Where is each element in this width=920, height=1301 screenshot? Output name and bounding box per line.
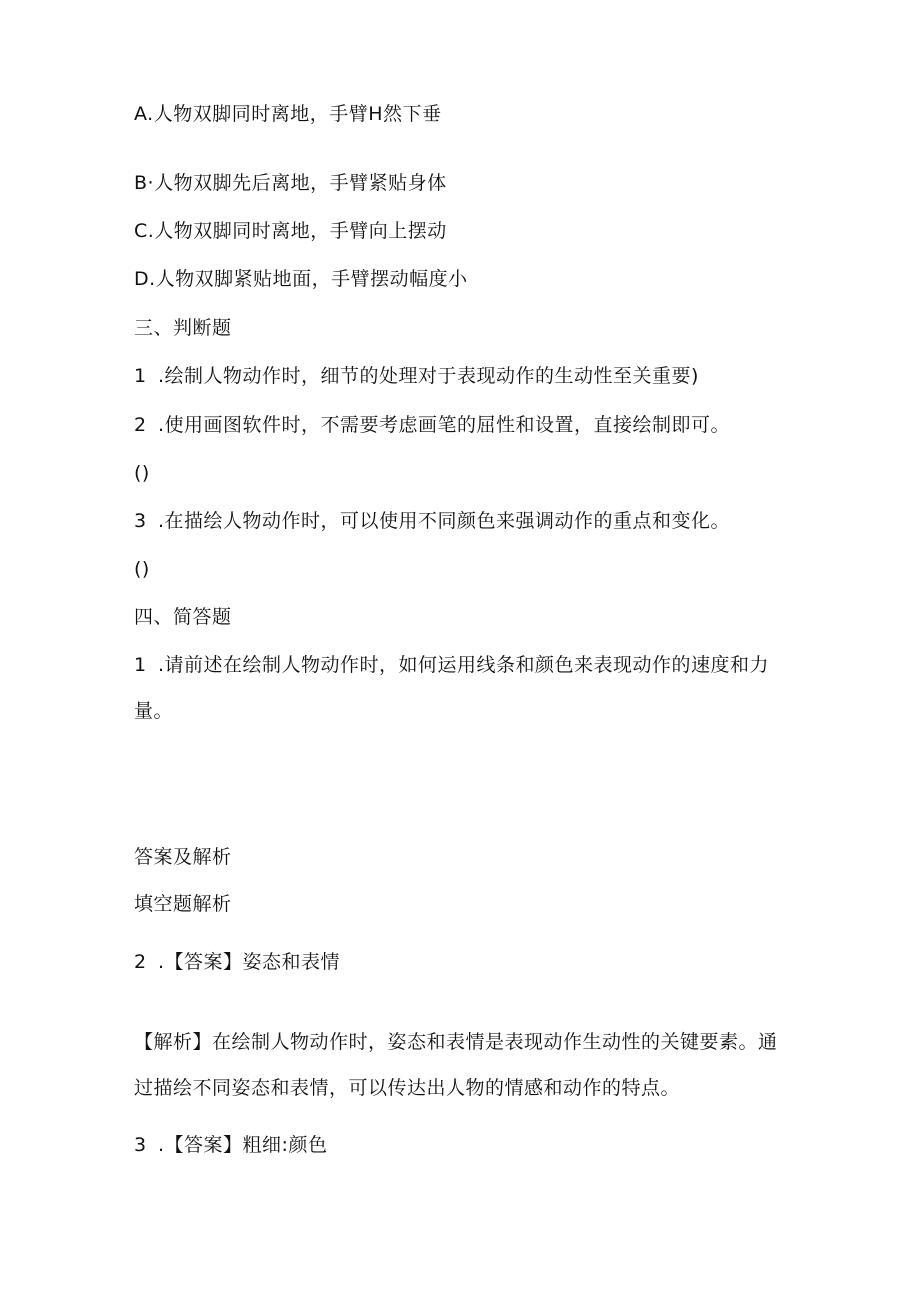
- answer-number: 2: [134, 951, 147, 973]
- question-number: 1: [134, 654, 147, 676]
- answer-text: .【答案】粗细:颜色: [158, 1134, 328, 1156]
- question-text: .绘制人物动作时，细节的处理对于表现动作的生动性至关重要): [158, 365, 699, 387]
- option-b: B·人物双脚先后离地，手臂紧贴身体: [134, 172, 447, 194]
- question-text: .在描绘人物动作时，可以使用不同颜色来强调动作的重点和变化。: [158, 510, 731, 532]
- question-number: 3: [134, 510, 147, 532]
- question-number: 2: [134, 414, 147, 436]
- section-heading-short-answer: 四、简答题: [134, 606, 232, 628]
- question-number: 1: [134, 365, 147, 387]
- option-d: D.人物双脚紧贴地面，手臂摆动幅度小: [134, 268, 468, 290]
- answers-heading: 答案及解析: [134, 846, 232, 868]
- answer-number: 3: [134, 1134, 147, 1156]
- answers-subheading: 填空题解析: [134, 893, 232, 915]
- short-answer-question-1: [134, 642, 794, 734]
- answer-2: [134, 950, 340, 974]
- answer-parentheses: (): [134, 558, 150, 580]
- answer-parentheses: (): [134, 462, 150, 484]
- answer-text: .【答案】姿态和表情: [158, 951, 341, 973]
- option-c: C.人物双脚同时离地，手臂向上摆动: [134, 220, 447, 242]
- judgement-question-2: [134, 413, 730, 437]
- option-a: A.人物双脚同时离地，手臂H然下垂: [134, 103, 442, 125]
- section-heading-judgement: 三、判断题: [134, 317, 232, 339]
- judgement-question-1: [134, 364, 699, 388]
- judgement-question-3: [134, 509, 730, 533]
- question-text: .请前述在绘制人物动作时，如何运用线条和颜色来表现动作的速度和力量。: [134, 654, 770, 722]
- answer-2-analysis: 【解析】在绘制人物动作时，姿态和表情是表现动作生动性的关键要素。通过描绘不同姿态和表情，可以传达出人物的情感和动作的特点。: [134, 1031, 778, 1099]
- answer-3: [134, 1133, 327, 1157]
- question-text: .使用画图软件时，不需要考虑画笔的屈性和设置，直接绘制即可。: [158, 414, 731, 436]
